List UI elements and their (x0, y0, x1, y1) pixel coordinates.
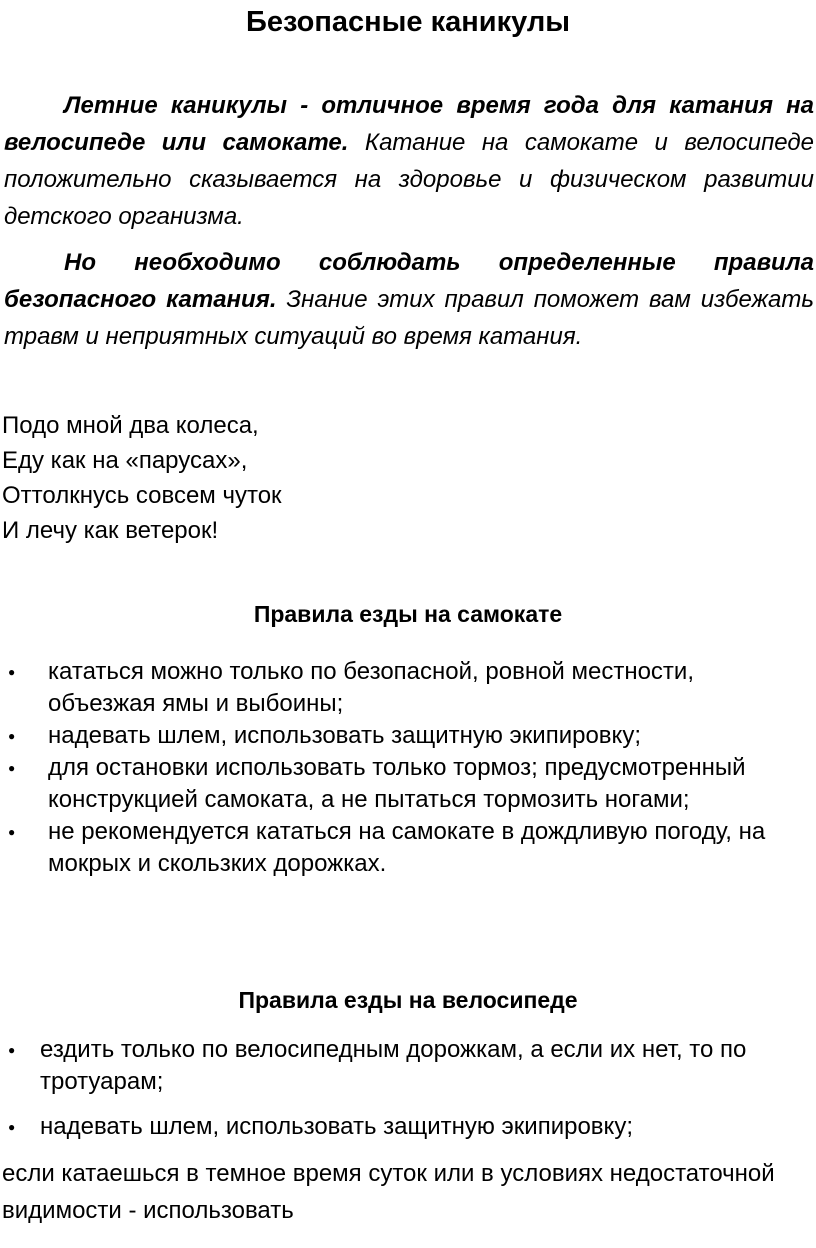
page-title: Безопасные каникулы (245, 6, 571, 38)
intro-paragraph-2-bold: Но необходимо соблюдать определенные правила безопасного катания. (4, 249, 814, 313)
list-item-text: надевать шлем, использовать защитную экипировку; (40, 1113, 633, 1140)
bike-rules-list (8, 1034, 810, 1143)
list-item (8, 720, 808, 752)
list-item-text: кататься можно только по безопасной, ровной местности, объезжая ямы и выбоины; (48, 658, 694, 717)
list-item (8, 656, 808, 720)
intro-paragraph-1 (4, 87, 814, 235)
intro-paragraph-1-text: Катание на самокате и велосипеде положительно сказывается на здоровье и физическом развитии детского организма. (4, 129, 815, 230)
bullet-icon: ● (8, 825, 16, 839)
list-item (8, 816, 808, 880)
bullet-icon: ● (8, 729, 16, 743)
list-item (8, 1111, 810, 1143)
poem-line: И лечу как ветерок! (2, 517, 219, 544)
scooter-rules-heading: Правила езды на самокате (253, 601, 563, 627)
list-item-text: надевать шлем, использовать защитную экипировку; (48, 722, 641, 749)
intro-paragraph-2 (4, 244, 814, 355)
bullet-icon: ● (8, 665, 16, 679)
list-item-text: не рекомендуется кататься на самокате в дождливую погоду, на мокрых и скользких дорожках. (48, 818, 766, 877)
poem-line: Еду как на «парусах», (2, 447, 248, 474)
poem (2, 408, 282, 548)
poem-line: Подо мной два колеса, (2, 412, 259, 439)
scooter-rules-list (8, 656, 808, 880)
intro-paragraph-2-text: Знание этих правил поможет вам избежать травм и неприятных ситуаций во время катания. (4, 286, 815, 350)
list-item (8, 752, 808, 816)
bike-rules-heading: Правила езды на велосипеде (238, 987, 578, 1013)
bullet-icon: ● (8, 761, 16, 775)
list-item (8, 1034, 810, 1098)
list-item-text: ездить только по велосипедным дорожкам, а если их нет, то по тротуарам; (40, 1036, 747, 1095)
poem-line: Оттолкнусь совсем чуток (2, 482, 282, 509)
bullet-icon: ● (8, 1043, 16, 1057)
bullet-icon: ● (8, 1120, 16, 1134)
list-item-text: для остановки использовать только тормоз; предусмотренный конструкцией самоката, а не пытаться тормозить ногами; (48, 754, 746, 813)
bike-rules-continuation: если катаешься в темное время суток или в условиях недостаточной видимости - использовать (2, 1160, 775, 1224)
intro-paragraph-1-bold: Летние каникулы - отличное время года для катания на велосипеде или самокате. (4, 92, 814, 156)
